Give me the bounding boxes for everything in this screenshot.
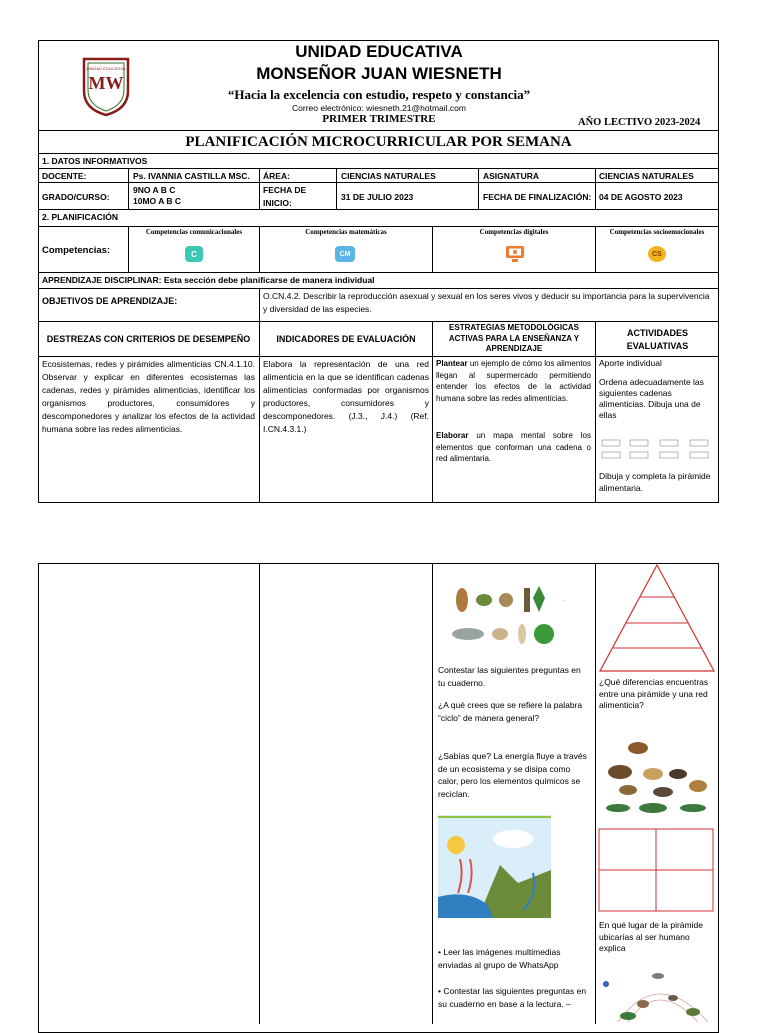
actividad-aporte: Aporte individual xyxy=(599,358,662,368)
comunicacional-icon: C xyxy=(185,246,203,262)
svg-text:~: ~ xyxy=(562,598,565,603)
fecha-inicio-label-1: FECHA DE xyxy=(263,185,307,195)
aprendizaje-disciplinar: APRENDIZAJE DISCIPLINAR: Esta sección debe planificarse de manera individual xyxy=(42,275,375,285)
grado-value-1: 9NO A B C xyxy=(133,185,176,195)
page-title: PLANIFICACIÓN MICROCURRICULAR POR SEMANA xyxy=(185,134,572,150)
competencias-label: Competencias: xyxy=(42,245,111,256)
question-energia: ¿Sabías que? La energía fluye a través de un ecosistema y se disipa como calor, pero los elementos químicos se reciclan. xyxy=(438,751,587,799)
col-header-actividades: ACTIVIDADES EVALUATIVAS xyxy=(626,328,689,351)
estrategias-verb-1: Plantear xyxy=(436,359,468,368)
food-chain-image-1 xyxy=(444,578,574,618)
logo-initials: MW xyxy=(88,73,124,93)
bullet-dot-icon: • xyxy=(438,986,444,996)
section-datos-informativos: 1. DATOS INFORMATIVOS xyxy=(42,156,148,166)
estrategias-text-1: un ejemplo de cómo los alimentos llegan al supermercado permitiendo entender los efectos de la actividad humana sobre las redes alimenticias. xyxy=(436,359,591,403)
objetivos-label: OBJETIVOS DE APRENDIZAJE: xyxy=(42,296,178,306)
food-chain-boxes-image xyxy=(600,438,715,462)
school-motto: “Hacia la excelencia con estudio, respeto y constancia” xyxy=(227,87,531,102)
grado-value-2: 10MO A B C xyxy=(133,196,182,206)
area-value: CIENCIAS NATURALES xyxy=(341,171,436,181)
pyramid-boxes-image xyxy=(598,828,714,912)
question-diferencias: ¿Qué diferencias encuentras entre una pirámide y una red alimenticia? xyxy=(599,677,709,710)
water-cycle-image xyxy=(438,815,551,918)
fecha-inicio-label-2: INICIO: xyxy=(263,198,292,208)
monitor-icon xyxy=(505,245,525,263)
estrategias-paragraph-1 xyxy=(436,358,591,404)
matematica-icon: CM xyxy=(335,246,355,262)
food-chain-image-2 xyxy=(448,620,574,648)
questions-intro: Contestar las siguientes preguntas en tu cuaderno. xyxy=(438,665,581,688)
col-header-destrezas: DESTREZAS CON CRITERIOS DE DESEMPEÑO xyxy=(46,334,251,344)
food-web-image xyxy=(598,966,716,1024)
indicadores-text: Elabora la representación de una red alimenticia en la que se identifican cadenas alimenticias conformadas por organismos productores, consumidores y descomponedores. (J.3., J.4.) (Ref. I.CN.4.3.1.) xyxy=(263,359,429,434)
bullet-contestar-preguntas: • Contestar las siguientes preguntas en su cuaderno en base a la lectura. – xyxy=(438,986,587,1009)
actividad-piramide: Dibuja y completa la pirámide alimentaria. xyxy=(599,471,711,493)
bullet-leer-imagenes: • Leer las imágenes multimedias enviadas al grupo de WhatsApp xyxy=(438,947,561,970)
question-ser-humano: En qué lugar de la pirámide ubicarías al ser humano explica xyxy=(599,920,703,953)
school-year: AÑO LECTIVO 2023-2024 xyxy=(578,117,701,128)
competencia-label-comunicacionales: Competencias comunicacionales xyxy=(145,228,243,236)
col-header-indicadores: INDICADORES DE EVALUACIÓN xyxy=(276,334,416,344)
socioemocional-icon: CS xyxy=(648,246,666,262)
estrategias-text-2: un mapa mental sobre los elementos que conforman una cadena o red alimentaria. xyxy=(436,431,591,463)
food-pyramid-image xyxy=(598,563,716,673)
animals-savanna-image xyxy=(598,736,716,820)
logo-text: UNIDAD EDUCATIVA xyxy=(86,66,126,71)
bullet-dot-icon: • xyxy=(438,947,444,957)
competencia-label-matematicas: Competencias matemáticas xyxy=(305,228,387,236)
competencia-label-socioemocionales: Competencias socioemocionales xyxy=(609,228,705,236)
fecha-fin-value: 04 DE AGOSTO 2023 xyxy=(599,192,683,202)
objetivos-text: O.CN.4.2. Describir la reproducción asexual y sexual en los seres vivos y deducir su importancia para la supervivencia y diversidad de las especies. xyxy=(263,291,710,314)
section-planificacion: 2. PLANIFICACIÓN xyxy=(42,212,119,222)
school-email: Correo electrónico: wiesneth.21@hotmail.com xyxy=(292,103,466,113)
destrezas-text: Ecosistemas, redes y pirámides alimenticias CN.4.1.10. Observar y explicar en diferentes ecosistemas las cadenas, redes y pirámides alimenticias, identificar los organismos productores, consumidores y descomponedores y analizar los efectos de la actividad humana sobre las redes alimenticias. xyxy=(42,359,255,434)
area-label: ÁREA: xyxy=(263,171,290,181)
estrategias-paragraph-2 xyxy=(436,430,591,465)
school-name-line1: UNIDAD EDUCATIVA xyxy=(295,42,463,61)
col-header-estrategias: ESTRATEGIAS METODOLÓGICAS ACTIVAS PARA LA ENSEÑANZA Y APRENDIZAJE xyxy=(448,323,580,353)
estrategias-verb-2: Elaborar xyxy=(436,431,469,440)
docente-label: DOCENTE: xyxy=(42,171,87,181)
fecha-fin-label: FECHA DE FINALIZACIÓN: xyxy=(483,192,592,202)
docente-value: Ps. IVANNIA CASTILLA MSC. xyxy=(133,171,250,181)
actividad-ordena: Ordena adecuadamente las siguientes cadenas alimenticias. Dibuja una de ellas xyxy=(599,377,704,420)
trimester-label: PRIMER TRIMESTRE xyxy=(322,113,436,125)
asignatura-label: ASIGNATURA xyxy=(483,171,540,181)
question-ciclo: ¿A qué crees que se refiere la palabra “ciclo” de manera general? xyxy=(438,700,583,723)
asignatura-value: CIENCIAS NATURALES xyxy=(599,171,694,181)
competencia-label-digitales: Competencias digitales xyxy=(479,228,549,236)
school-name-line2: MONSEÑOR JUAN WIESNETH xyxy=(256,64,502,83)
grado-label: GRADO/CURSO: xyxy=(42,192,110,202)
school-logo xyxy=(78,55,134,117)
fecha-inicio-value: 31 DE JULIO 2023 xyxy=(341,192,414,202)
